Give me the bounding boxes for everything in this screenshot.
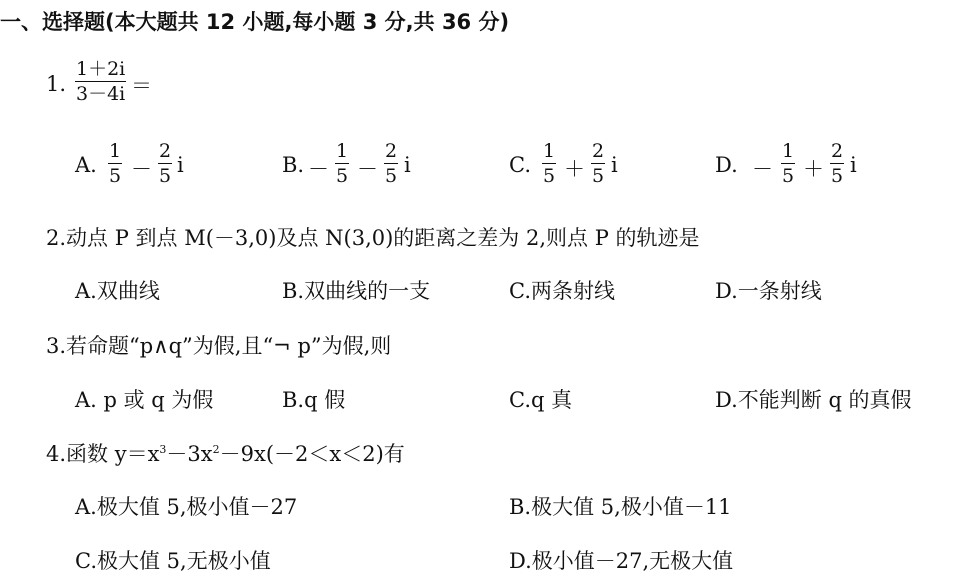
denominator: 5 <box>336 165 349 187</box>
denominator: 5 <box>782 165 795 187</box>
option-fraction-1 <box>108 142 122 186</box>
option-d[interactable]: D.不能判断 q 的真假 <box>715 388 912 412</box>
imaginary-unit: i <box>850 153 857 177</box>
exponent: 3 <box>159 443 167 456</box>
numerator: 2 <box>385 140 398 162</box>
numerator: 1 <box>543 140 556 162</box>
option-b[interactable]: B.极大值 5,极小值－11 <box>509 495 732 519</box>
imaginary-unit: i <box>611 153 618 177</box>
option-d[interactable]: D.极小值－27,无极大值 <box>509 549 734 573</box>
option-a[interactable]: A. p 或 q 为假 <box>75 388 214 412</box>
option-c[interactable]: C.q 真 <box>509 388 573 412</box>
option-a[interactable]: A.极大值 5,极小值－27 <box>75 495 298 519</box>
denominator: 5 <box>109 165 122 187</box>
option-c[interactable]: C.极大值 5,无极小值 <box>75 549 271 573</box>
option-fraction-2 <box>384 142 398 186</box>
operator: ＋ <box>564 157 585 181</box>
numerator: 1 <box>782 140 795 162</box>
option-fraction-2 <box>158 142 172 186</box>
option-label: B. <box>282 153 305 177</box>
denominator: 5 <box>543 165 556 187</box>
numerator: 2 <box>831 140 844 162</box>
operator: ＋ <box>803 157 824 181</box>
option-label: C. <box>509 153 531 177</box>
operator: － <box>131 157 152 181</box>
question-number: 1. <box>46 72 67 96</box>
numerator: 2 <box>592 140 605 162</box>
option-fraction-1 <box>335 142 349 186</box>
sign: － <box>308 157 329 181</box>
option-b[interactable]: B.双曲线的一支 <box>282 279 431 303</box>
option-fraction-1 <box>781 142 795 186</box>
option-b[interactable]: B.q 假 <box>282 388 346 412</box>
denominator: 5 <box>592 165 605 187</box>
question-stem: 2.动点 P 到点 M(－3,0)及点 N(3,0)的距离之差为 2,则点 P 的轨迹是 <box>46 226 700 250</box>
option-label: D. <box>715 153 738 177</box>
stem-part: －3x <box>166 442 213 466</box>
denominator: 5 <box>385 165 398 187</box>
option-d[interactable]: D.一条射线 <box>715 279 822 303</box>
denominator: 5 <box>831 165 844 187</box>
option-a[interactable]: A.双曲线 <box>75 279 160 303</box>
option-fraction-1 <box>542 142 556 186</box>
option-label: A. <box>75 153 97 177</box>
denominator: 5 <box>159 165 172 187</box>
fraction-numerator: 1＋2i <box>76 58 126 80</box>
numerator: 1 <box>109 140 122 162</box>
equals-sign: ＝ <box>131 74 152 98</box>
question-stem <box>46 438 405 468</box>
imaginary-unit: i <box>404 153 411 177</box>
sign: － <box>752 157 773 181</box>
question-stem: 3.若命题“p∧q”为假,且“¬ p”为假,则 <box>46 334 392 358</box>
imaginary-unit: i <box>177 153 184 177</box>
numerator: 1 <box>336 140 349 162</box>
option-fraction-2 <box>591 142 605 186</box>
question-fraction <box>75 60 126 104</box>
exponent: 2 <box>212 443 220 456</box>
section-title: 一、选择题(本大题共 12 小题,每小题 3 分,共 36 分) <box>0 10 510 34</box>
numerator: 2 <box>159 140 172 162</box>
stem-part: －9x(－2＜x＜2)有 <box>219 442 405 466</box>
option-c[interactable]: C.两条射线 <box>509 279 615 303</box>
operator: － <box>357 157 378 181</box>
fraction-denominator: 3－4i <box>76 83 126 105</box>
stem-part: 4.函数 y＝x <box>46 442 160 466</box>
option-fraction-2 <box>830 142 844 186</box>
